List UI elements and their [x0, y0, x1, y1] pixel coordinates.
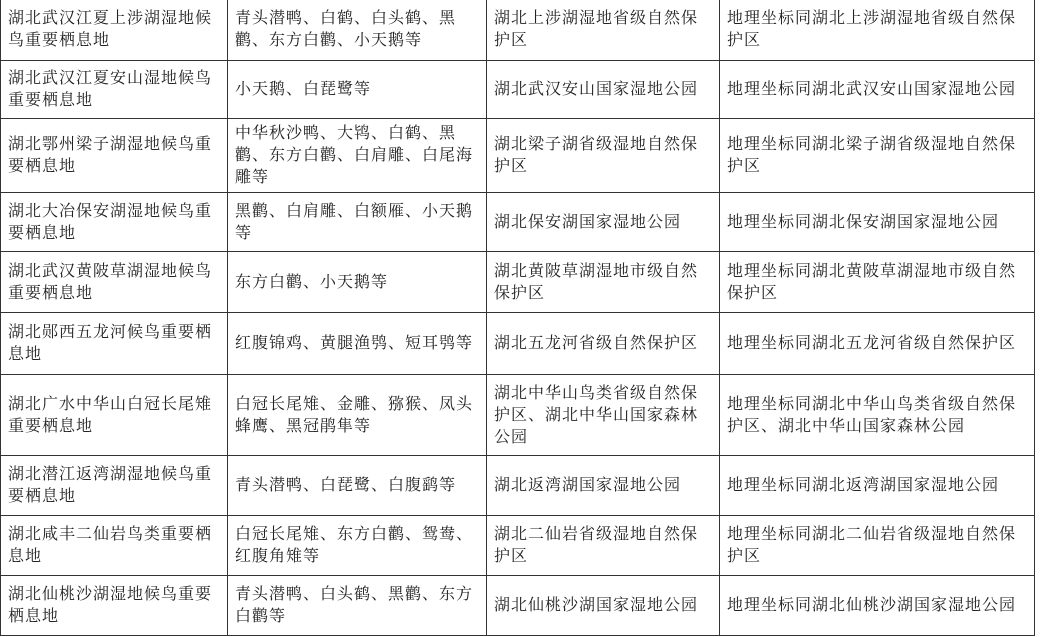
protected-area-cell: 湖北黄陂草湖湿地市级自然保护区: [487, 252, 720, 313]
species-cell: 白冠长尾雉、金雕、猕猴、凤头蜂鹰、黑冠鹃隼等: [228, 375, 487, 456]
table-row: [1, 119, 1035, 193]
species-cell: 东方白鹳、小天鹅等: [228, 252, 487, 313]
site-name-cell: 湖北郧西五龙河候鸟重要栖息地: [1, 313, 228, 375]
species-cell: 青头潜鸭、白头鹤、黑鹳、东方白鹳等: [228, 576, 487, 636]
table-row: [1, 252, 1035, 313]
table-row: [1, 193, 1035, 252]
species-cell: 中华秋沙鸭、大鸨、白鹤、黑鹳、东方白鹳、白肩雕、白尾海雕等: [228, 119, 487, 193]
site-name-cell: 湖北武汉黄陂草湖湿地候鸟重要栖息地: [1, 252, 228, 313]
coordinates-cell: 地理坐标同湖北保安湖国家湿地公园: [720, 193, 1035, 252]
protected-area-cell: 湖北二仙岩省级湿地自然保护区: [487, 516, 720, 576]
protected-area-cell: 湖北返湾湖国家湿地公园: [487, 456, 720, 516]
site-name-cell: 湖北武汉江夏上涉湖湿地候鸟重要栖息地: [1, 0, 228, 61]
table-row: [1, 61, 1035, 119]
species-cell: 红腹锦鸡、黄腿渔鸮、短耳鸮等: [228, 313, 487, 375]
site-name-cell: 湖北广水中华山白冠长尾雉重要栖息地: [1, 375, 228, 456]
table-row: [1, 375, 1035, 456]
table-row: [1, 313, 1035, 375]
site-name-cell: 湖北仙桃沙湖湿地候鸟重要栖息地: [1, 576, 228, 636]
species-cell: 青头潜鸭、白鹤、白头鹤、黑鹳、东方白鹳、小天鹅等: [228, 0, 487, 61]
site-name-cell: 湖北武汉江夏安山湿地候鸟重要栖息地: [1, 61, 228, 119]
table-row: [1, 576, 1035, 636]
coordinates-cell: 地理坐标同湖北中华山鸟类省级自然保护区、湖北中华山国家森林公园: [720, 375, 1035, 456]
species-cell: 小天鹅、白琵鹭等: [228, 61, 487, 119]
coordinates-cell: 地理坐标同湖北五龙河省级自然保护区: [720, 313, 1035, 375]
site-name-cell: 湖北潜江返湾湖湿地候鸟重要栖息地: [1, 456, 228, 516]
protected-area-cell: 湖北中华山鸟类省级自然保护区、湖北中华山国家森林公园: [487, 375, 720, 456]
coordinates-cell: 地理坐标同湖北仙桃沙湖国家湿地公园: [720, 576, 1035, 636]
protected-area-cell: 湖北仙桃沙湖国家湿地公园: [487, 576, 720, 636]
species-cell: 白冠长尾雉、东方白鹳、鸳鸯、红腹角雉等: [228, 516, 487, 576]
protected-area-cell: 湖北五龙河省级自然保护区: [487, 313, 720, 375]
coordinates-cell: 地理坐标同湖北武汉安山国家湿地公园: [720, 61, 1035, 119]
table-row: [1, 516, 1035, 576]
table-row: [1, 456, 1035, 516]
protected-area-cell: 湖北上涉湖湿地省级自然保护区: [487, 0, 720, 61]
coordinates-cell: 地理坐标同湖北黄陂草湖湿地市级自然保护区: [720, 252, 1035, 313]
species-cell: 青头潜鸭、白琵鹭、白腹鹞等: [228, 456, 487, 516]
site-name-cell: 湖北大冶保安湖湿地候鸟重要栖息地: [1, 193, 228, 252]
coordinates-cell: 地理坐标同湖北二仙岩省级湿地自然保护区: [720, 516, 1035, 576]
coordinates-cell: 地理坐标同湖北上涉湖湿地省级自然保护区: [720, 0, 1035, 61]
table-row: [1, 0, 1035, 61]
protected-area-cell: 湖北武汉安山国家湿地公园: [487, 61, 720, 119]
site-name-cell: 湖北咸丰二仙岩鸟类重要栖息地: [1, 516, 228, 576]
coordinates-cell: 地理坐标同湖北返湾湖国家湿地公园: [720, 456, 1035, 516]
site-name-cell: 湖北鄂州梁子湖湿地候鸟重要栖息地: [1, 119, 228, 193]
species-cell: 黑鹳、白肩雕、白额雁、小天鹅等: [228, 193, 487, 252]
protected-area-cell: 湖北梁子湖省级湿地自然保护区: [487, 119, 720, 193]
coordinates-cell: 地理坐标同湖北梁子湖省级湿地自然保护区: [720, 119, 1035, 193]
protected-area-cell: 湖北保安湖国家湿地公园: [487, 193, 720, 252]
